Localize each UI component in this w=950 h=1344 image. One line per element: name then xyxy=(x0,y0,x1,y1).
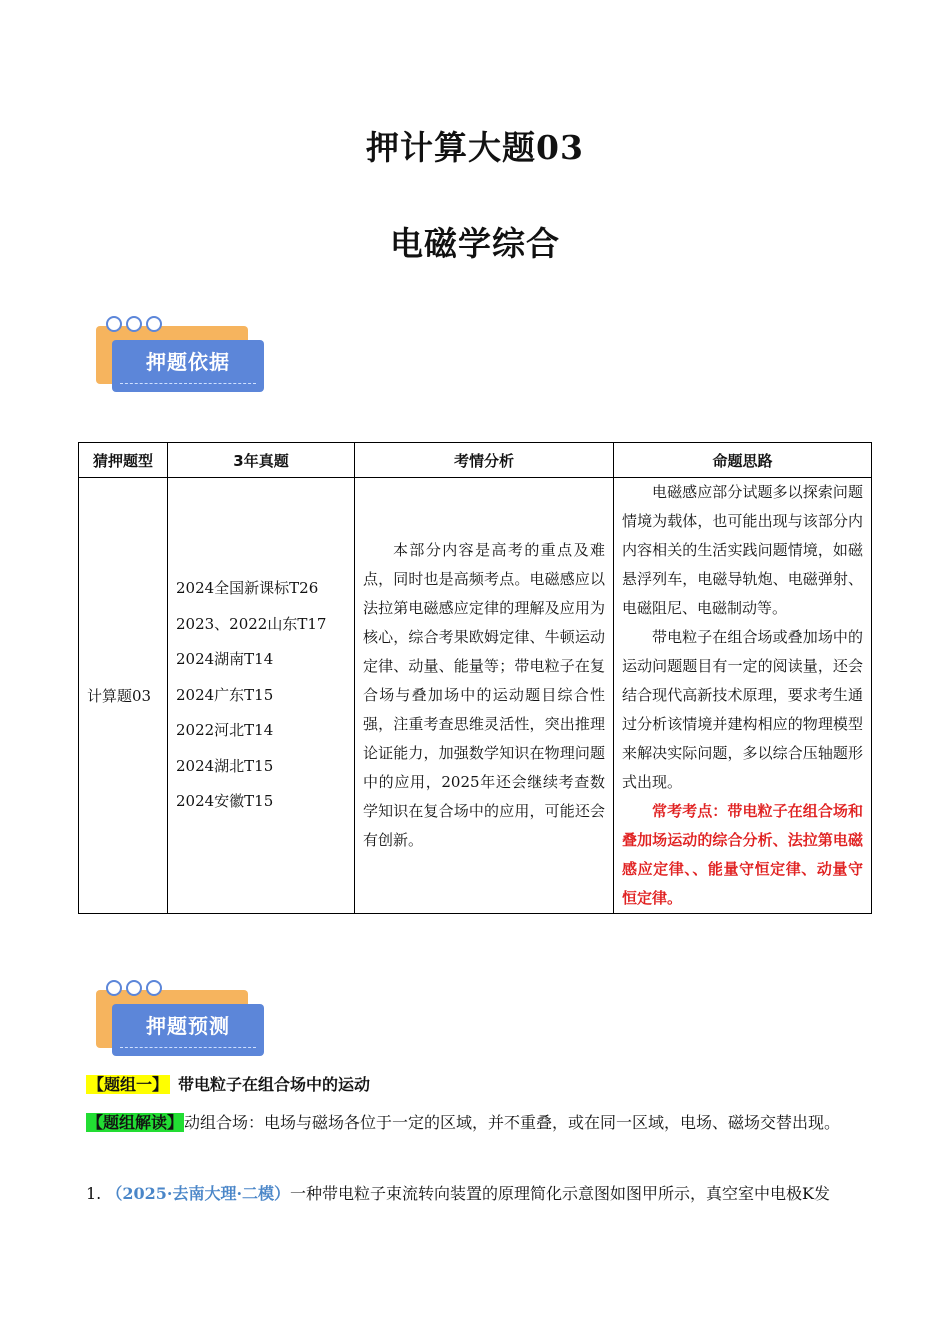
ring-icon xyxy=(106,316,166,336)
paper-item: 2024安徽T15 xyxy=(176,792,274,811)
idea-paragraph-1: 电磁感应部分试题多以探索问题情境为载体，也可能出现与该部分内内容相关的生活实践问题情境，如磁悬浮列车，电磁导轨炮、电磁弹射、电磁阻尼、电磁制动等。 xyxy=(622,483,863,617)
group-reading-text: 动组合场：电场与磁场各位于一定的区域，并不重叠，或在同一区域，电场、磁场交替出现。 xyxy=(184,1113,841,1132)
question-1 xyxy=(86,1181,866,1204)
group-title: 带电粒子在组合场中的运动 xyxy=(178,1075,371,1094)
group-reading-tag: 【题组解读】 xyxy=(87,1113,184,1132)
table-row xyxy=(79,478,872,914)
cell-analysis xyxy=(355,478,614,914)
group-heading xyxy=(86,1072,370,1095)
header-type: 猜押题型 xyxy=(79,443,168,478)
paper-item: 2024湖南T14 xyxy=(176,650,274,669)
paper-item: 2023、2022山东T17 xyxy=(176,614,327,633)
header-papers: 3年真题 xyxy=(168,443,355,478)
question-source: （2025·去南大理·二模） xyxy=(106,1184,291,1203)
idea-paragraph-2: 带电粒子在组合场或叠加场中的运动问题题目有一定的阅读量，还会结合现代高新技术原理，要求考生通过分析该情境并建构相应的物理模型来解决实际问题，多以综合压轴题形式出现。 xyxy=(622,628,863,791)
forecast-badge xyxy=(96,980,268,1066)
basis-badge-label: 押题依据 xyxy=(146,350,230,374)
paper-item: 2024湖北T15 xyxy=(176,756,274,775)
paper-item: 2024广东T15 xyxy=(176,685,274,704)
analysis-text: 本部分内容是高考的重点及难点，同时也是高频考点。电磁感应以法拉第电磁感应定律的理解及应用为核心，综合考果欧姆定律、牛顿运动定律、动量、能量等；带电粒子在复合场与叠加场中的运动题目综合性强，注重考查思维灵活性，突出推理论证能力，加强数学知识在物理问题中的应用，2025年还会继续考查数学知识在复合场中的应用，可能还会有创新。 xyxy=(363,541,605,849)
forecast-badge-label: 押题预测 xyxy=(146,1014,230,1038)
question-number: 1. xyxy=(86,1184,102,1203)
question-text: 一种带电粒子束流转向装置的原理简化示意图如图甲所示，真空室中电极K发 xyxy=(290,1184,831,1203)
basis-badge xyxy=(96,316,268,402)
header-analysis: 考情分析 xyxy=(355,443,614,478)
page-subtitle: 电磁学综合 xyxy=(390,224,560,263)
cell-type: 计算题03 xyxy=(79,478,168,914)
page-title: 押计算大题03 xyxy=(366,128,584,167)
cell-papers xyxy=(168,478,355,914)
cell-idea xyxy=(614,478,872,914)
header-idea: 命题思路 xyxy=(614,443,872,478)
group-reading xyxy=(86,1108,866,1138)
group-tag: 【题组一】 xyxy=(88,1075,169,1094)
ring-icon xyxy=(106,980,166,1000)
table-header-row xyxy=(79,443,872,478)
basis-table xyxy=(78,442,872,914)
paper-item: 2022河北T14 xyxy=(176,721,274,740)
idea-key-points: 常考考点：带电粒子在组合场和叠加场运动的综合分析、法拉第电磁感应定律、、能量守恒定律、动量守恒定律。 xyxy=(622,802,863,907)
paper-item: 2024全国新课标T26 xyxy=(176,578,319,597)
